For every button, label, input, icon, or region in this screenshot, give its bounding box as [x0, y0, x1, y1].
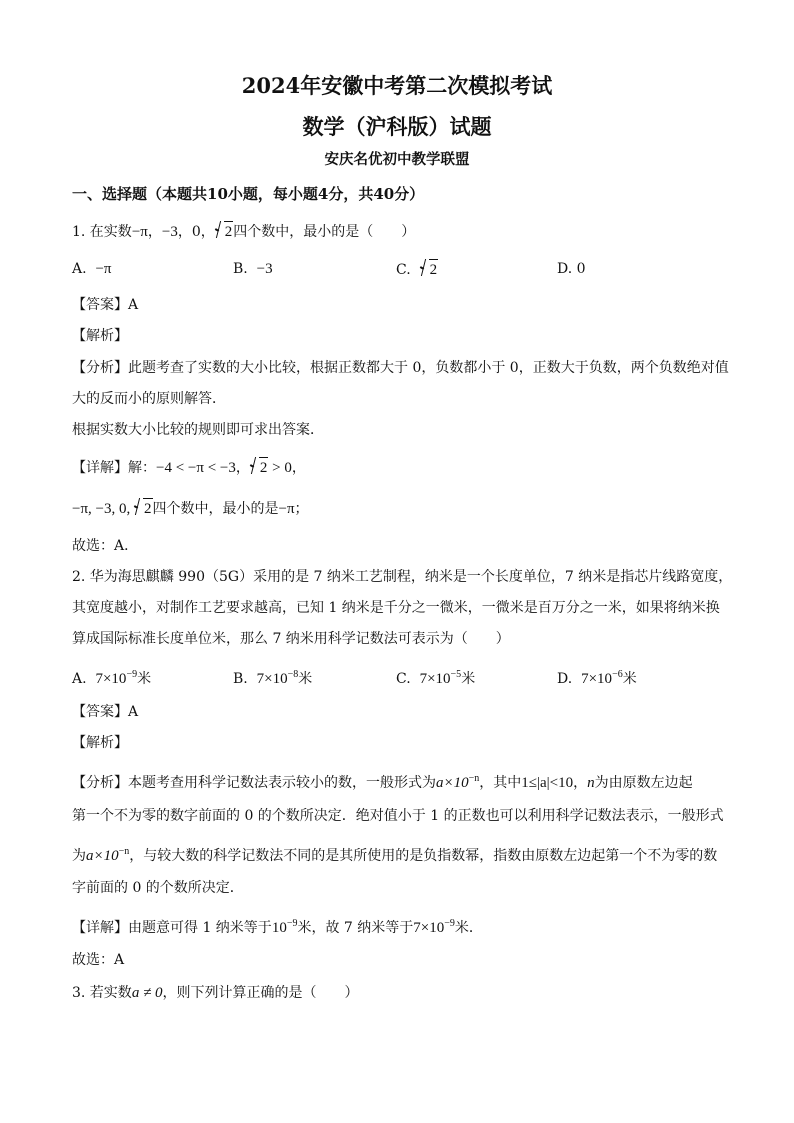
q1-analysis-line-2: 大的反而小的原则解答． [72, 391, 226, 407]
sqrt-symbol: 2 [134, 498, 153, 519]
q2-detail: 【详解】由题意可得 1 纳米等于$10^{-9}$米，故 7 纳米等于$7\times 10^{-9}$米． [72, 918, 483, 936]
question-2-line-1: 2. 华为海思麒麟 990（5G）采用的是 7 纳米工艺制程，纳米是一个长度单位，7 纳米是指芯片线路宽度， [72, 569, 733, 585]
question-3-stem: 3. 若实数a ≠ 0，则下列计算正确的是（ ） [72, 985, 359, 1001]
q1-analysis-label: 【解析】 [72, 328, 128, 344]
q2-option-c: C. $7\times 10^{-5}$米 [396, 669, 476, 687]
q2-option-d: D. $7\times 10^{-6}$米 [557, 669, 637, 687]
q2-option-a: A. $7\times 10^{-9}$米 [72, 669, 152, 687]
q2-answer: 【答案】A [72, 704, 139, 720]
q1-detail-line-1: 【详解】解：−4 < −π < −3， 2 > 0， [72, 457, 306, 478]
q1-choice: 故选：A． [72, 538, 139, 554]
sqrt-symbol: 2 [215, 221, 234, 242]
sqrt-symbol: 2 [250, 457, 269, 478]
q2-choice: 故选：A [72, 952, 125, 968]
q2-analysis-line-3: 为$a\times 10^{-n}$，与较大数的科学记数法不同的是其所使用的是负指数幂，指数由原数左边起第一个不为零的数 [72, 846, 718, 864]
q2-option-b: B. $7\times 10^{-8}$米 [233, 669, 313, 687]
exam-title: 2024年安徽中考第二次模拟考试 [241, 73, 553, 98]
exam-organization: 安庆名优初中教学联盟 [324, 151, 470, 168]
q1-detail-line-2: −π, −3, 0, 2四个数中，最小的是−π； [72, 498, 309, 519]
q2-analysis-label: 【解析】 [72, 735, 128, 751]
q2-analysis-line-4: 字前面的 0 的个数所决定． [72, 880, 244, 896]
q1-option-b: B. −3 [233, 261, 273, 277]
section-heading: 一、选择题（本题共10小题，每小题4分，共40分） [72, 185, 425, 203]
question-2-line-3: 算成国际标准长度单位米，那么 7 纳米用科学记数法可表示为（ ） [72, 631, 510, 647]
q1-analysis-line-3: 根据实数大小比较的规则即可求出答案． [72, 422, 324, 438]
question-1-stem: 1. 在实数−π，−3，0， 2四个数中，最小的是（ ） [72, 221, 415, 242]
q1-analysis-line-1: 【分析】此题考查了实数的大小比较，根据正数都大于 0，负数都小于 0，正数大于负数，两个负数绝对值 [72, 360, 729, 376]
q2-analysis-line-1: 【分析】本题考查用科学记数法表示较小的数，一般形式为$a\times 10^{-n}$，其中1≤|a|<10，n为由原数左边起 [72, 773, 693, 791]
q1-option-a: A. −π [72, 261, 112, 277]
exam-subtitle: 数学（沪科版）试题 [302, 114, 492, 139]
sqrt-symbol: 2 [420, 259, 439, 280]
q1-option-d: D. 0 [557, 261, 586, 277]
question-2-line-2: 其宽度越小，对制作工艺要求越高，已知 1 纳米是千分之一微米，一微米是百万分之一米，如果将纳米换 [72, 600, 720, 616]
q2-analysis-line-2: 第一个不为零的数字前面的 0 的个数所决定．绝对值小于 1 的正数也可以利用科学记数法表示，一般形式 [72, 808, 724, 824]
q1-option-c: C. 2 [396, 259, 438, 280]
q1-answer: 【答案】A [72, 297, 139, 313]
